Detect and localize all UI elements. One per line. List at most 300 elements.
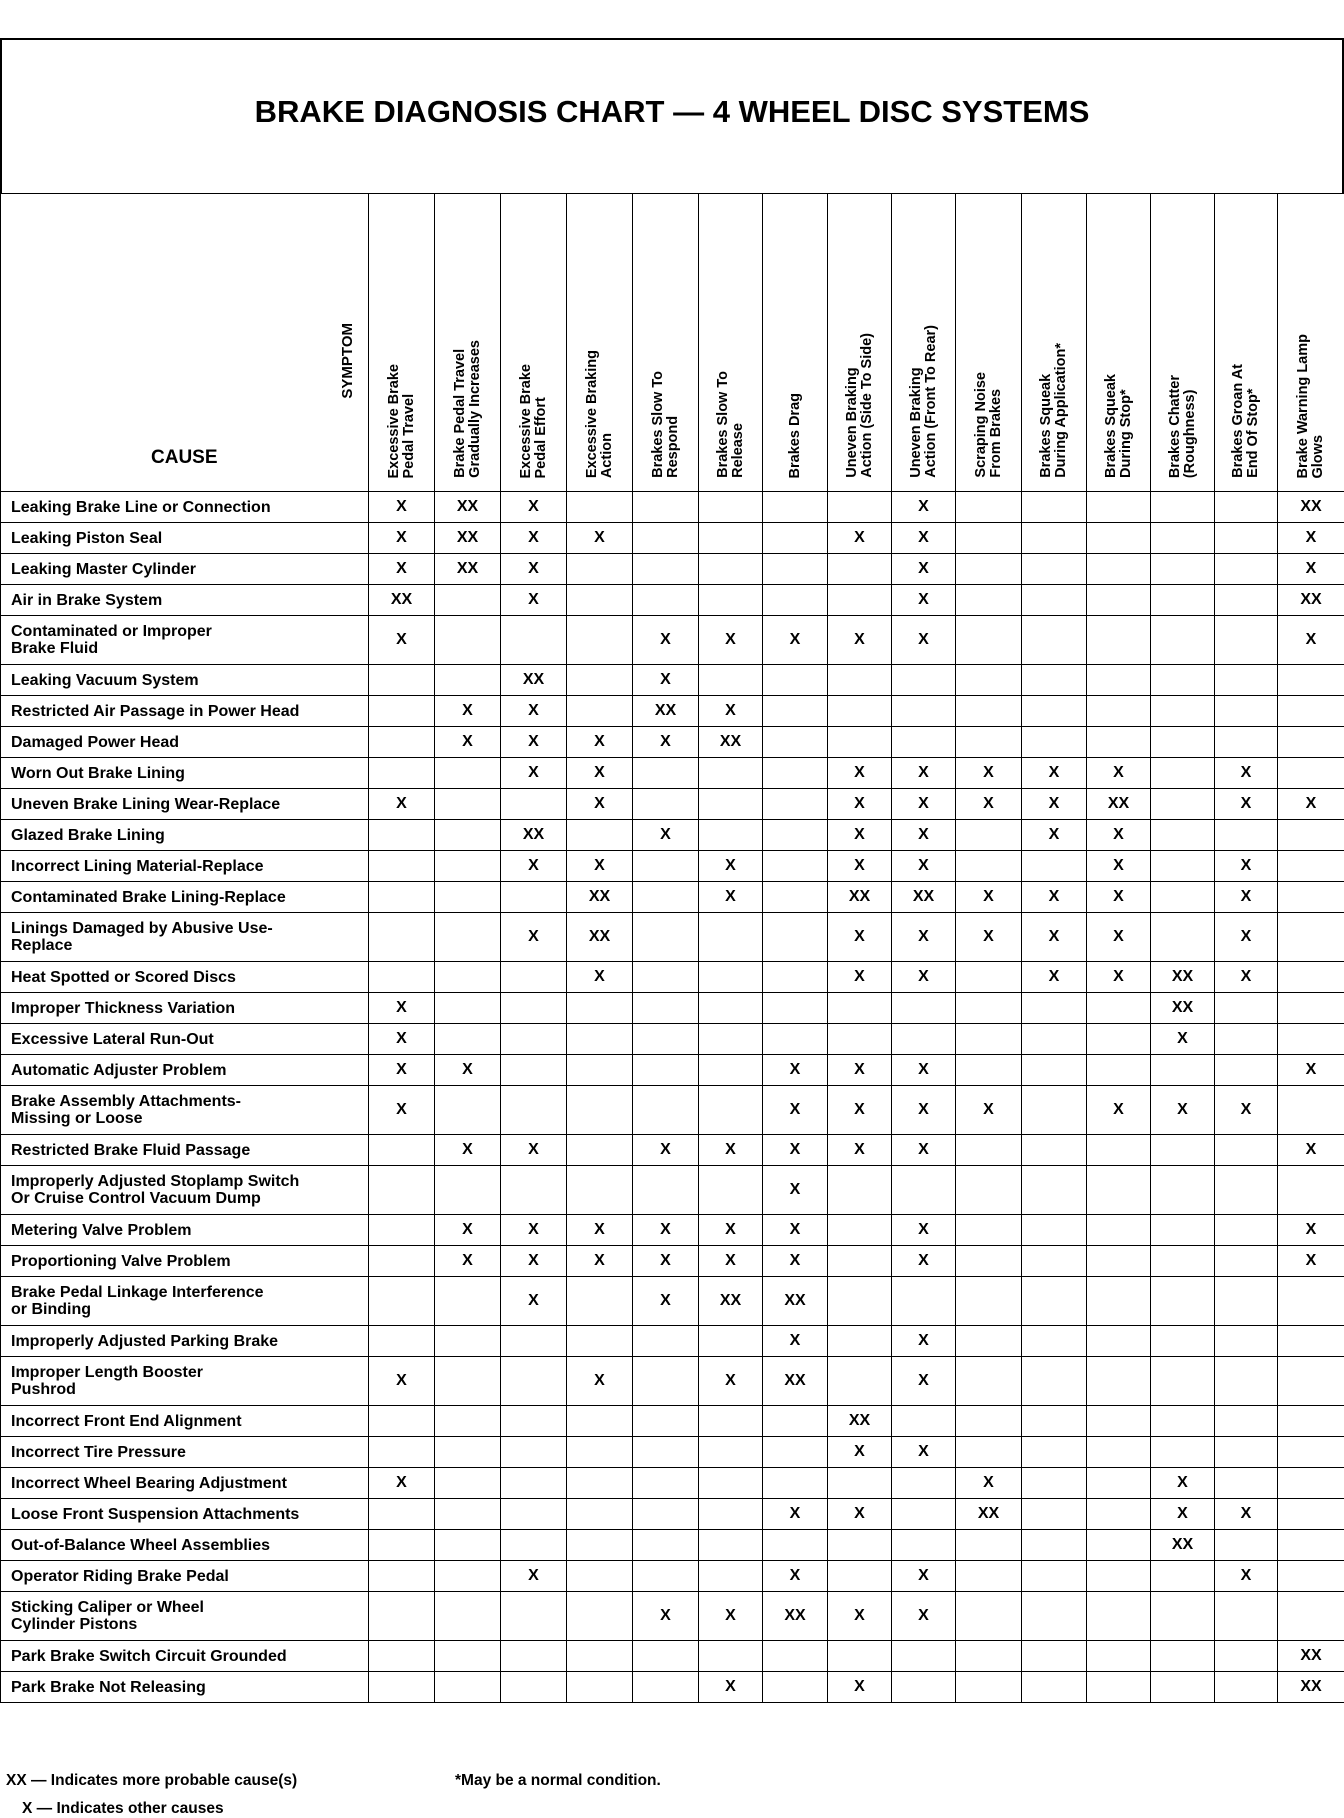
mark-cell: X	[1215, 1499, 1278, 1530]
cause-column-label: CAUSE	[151, 447, 218, 469]
mark-cell	[1215, 1672, 1278, 1703]
mark-cell: X	[1215, 851, 1278, 882]
mark-cell: XX	[699, 727, 763, 758]
mark-cell	[1022, 1468, 1087, 1499]
mark-cell	[763, 1530, 828, 1561]
mark-cell	[1022, 1215, 1087, 1246]
mark-cell	[369, 1499, 435, 1530]
table-row	[1, 1326, 1344, 1357]
table-row	[1, 1166, 1344, 1215]
mark-cell	[1278, 1499, 1344, 1530]
mark-cell	[1087, 727, 1151, 758]
mark-cell: X	[763, 1055, 828, 1086]
mark-cell	[369, 913, 435, 962]
table-row	[1, 1406, 1344, 1437]
mark-cell	[501, 1326, 567, 1357]
mark-cell	[1022, 665, 1087, 696]
mark-cell: X	[1278, 1246, 1344, 1277]
symptom-label: Excessive Braking Action	[585, 350, 615, 478]
mark-cell: X	[828, 1135, 892, 1166]
mark-cell	[1151, 554, 1215, 585]
mark-cell	[435, 820, 501, 851]
mark-cell	[763, 1641, 828, 1672]
mark-cell	[956, 1166, 1022, 1215]
mark-cell	[956, 1641, 1022, 1672]
mark-cell	[1087, 1166, 1151, 1215]
mark-cell	[435, 1024, 501, 1055]
mark-cell	[1215, 1530, 1278, 1561]
mark-cell: X	[828, 1437, 892, 1468]
mark-cell	[1278, 1024, 1344, 1055]
mark-cell: X	[956, 882, 1022, 913]
mark-cell	[699, 1024, 763, 1055]
mark-cell	[633, 492, 699, 523]
mark-cell: X	[633, 1592, 699, 1641]
mark-cell	[1278, 696, 1344, 727]
mark-cell: X	[892, 1246, 956, 1277]
mark-cell	[435, 1086, 501, 1135]
mark-cell	[633, 585, 699, 616]
mark-cell	[633, 1468, 699, 1499]
mark-cell	[369, 1166, 435, 1215]
table-row	[1, 1024, 1344, 1055]
mark-cell	[699, 962, 763, 993]
mark-cell: X	[892, 1357, 956, 1406]
mark-cell: X	[956, 789, 1022, 820]
mark-cell	[956, 1406, 1022, 1437]
mark-cell	[956, 665, 1022, 696]
mark-cell	[1022, 616, 1087, 665]
mark-cell: X	[369, 554, 435, 585]
mark-cell: X	[892, 851, 956, 882]
mark-cell	[435, 616, 501, 665]
mark-cell	[567, 1592, 633, 1641]
mark-cell	[1087, 1499, 1151, 1530]
mark-cell: X	[892, 820, 956, 851]
mark-cell: XX	[1278, 492, 1344, 523]
mark-cell	[699, 1468, 763, 1499]
mark-cell	[1087, 1215, 1151, 1246]
header-row	[1, 194, 1344, 492]
mark-cell: X	[501, 1246, 567, 1277]
mark-cell: X	[699, 1357, 763, 1406]
mark-cell: X	[1278, 554, 1344, 585]
mark-cell: X	[763, 1246, 828, 1277]
mark-cell: XX	[1087, 789, 1151, 820]
symptom-label: Uneven Braking Action (Front To Rear)	[909, 325, 939, 478]
legend-xx: XX — Indicates more probable cause(s)	[6, 1772, 297, 1790]
mark-cell	[369, 1437, 435, 1468]
mark-cell: X	[1215, 789, 1278, 820]
table-row	[1, 585, 1344, 616]
mark-cell: X	[501, 696, 567, 727]
cause-cell: Proportioning Valve Problem	[1, 1246, 369, 1277]
mark-cell: X	[369, 1055, 435, 1086]
symptom-label: Brakes Drag	[788, 393, 803, 478]
mark-cell	[1215, 554, 1278, 585]
mark-cell	[435, 789, 501, 820]
mark-cell: X	[956, 1468, 1022, 1499]
mark-cell	[435, 1641, 501, 1672]
mark-cell	[1087, 1406, 1151, 1437]
mark-cell	[892, 1530, 956, 1561]
mark-cell	[1022, 851, 1087, 882]
mark-cell: X	[1022, 820, 1087, 851]
mark-cell: X	[763, 1166, 828, 1215]
mark-cell	[1087, 1437, 1151, 1468]
mark-cell: X	[567, 1215, 633, 1246]
mark-cell	[1022, 1357, 1087, 1406]
mark-cell: X	[1022, 758, 1087, 789]
mark-cell	[1151, 523, 1215, 554]
table-row	[1, 1672, 1344, 1703]
mark-cell: X	[892, 1326, 956, 1357]
table-row	[1, 993, 1344, 1024]
mark-cell	[1022, 1437, 1087, 1468]
mark-cell: X	[828, 1055, 892, 1086]
mark-cell: X	[828, 913, 892, 962]
mark-cell	[1278, 1530, 1344, 1561]
mark-cell	[892, 1277, 956, 1326]
diagnosis-table	[0, 193, 1344, 1703]
symptom-header-cell	[828, 194, 892, 492]
table-row	[1, 1055, 1344, 1086]
mark-cell	[892, 727, 956, 758]
mark-cell	[699, 1406, 763, 1437]
symptom-axis-label: SYMPTOM	[339, 323, 356, 399]
mark-cell: X	[633, 1246, 699, 1277]
mark-cell: XX	[1278, 585, 1344, 616]
symptom-header-cell	[1022, 194, 1087, 492]
diagnosis-table-body	[1, 492, 1344, 1703]
mark-cell	[633, 523, 699, 554]
mark-cell	[501, 1641, 567, 1672]
cause-cell: Leaking Master Cylinder	[1, 554, 369, 585]
cause-cell: Contaminated or Improper Brake Fluid	[1, 616, 369, 665]
mark-cell	[633, 882, 699, 913]
table-row	[1, 554, 1344, 585]
mark-cell: X	[892, 1086, 956, 1135]
mark-cell	[763, 1437, 828, 1468]
mark-cell: X	[892, 523, 956, 554]
mark-cell	[956, 993, 1022, 1024]
mark-cell	[369, 962, 435, 993]
mark-cell	[956, 1277, 1022, 1326]
cause-cell: Automatic Adjuster Problem	[1, 1055, 369, 1086]
mark-cell	[567, 492, 633, 523]
mark-cell	[369, 820, 435, 851]
mark-cell	[1151, 1592, 1215, 1641]
mark-cell	[1022, 1166, 1087, 1215]
mark-cell: X	[501, 1561, 567, 1592]
mark-cell	[1087, 492, 1151, 523]
mark-cell	[763, 993, 828, 1024]
mark-cell	[435, 882, 501, 913]
mark-cell	[956, 1592, 1022, 1641]
mark-cell: X	[892, 585, 956, 616]
mark-cell	[763, 913, 828, 962]
symptom-label: Brakes Chatter (Roughness)	[1168, 375, 1198, 478]
symptom-label: Scraping Noise From Brakes	[974, 372, 1004, 478]
table-row	[1, 851, 1344, 882]
mark-cell	[828, 1468, 892, 1499]
mark-cell: X	[699, 1246, 763, 1277]
cause-cell: Leaking Brake Line or Connection	[1, 492, 369, 523]
mark-cell: X	[1215, 882, 1278, 913]
mark-cell	[892, 1499, 956, 1530]
mark-cell	[567, 1530, 633, 1561]
mark-cell	[567, 1561, 633, 1592]
mark-cell: X	[435, 727, 501, 758]
mark-cell	[763, 789, 828, 820]
mark-cell	[1278, 1592, 1344, 1641]
cause-cell: Improperly Adjusted Parking Brake	[1, 1326, 369, 1357]
mark-cell: X	[828, 1086, 892, 1135]
mark-cell: XX	[828, 882, 892, 913]
mark-cell	[633, 1672, 699, 1703]
mark-cell	[828, 1641, 892, 1672]
mark-cell	[633, 1055, 699, 1086]
mark-cell	[1022, 554, 1087, 585]
cause-cell: Out-of-Balance Wheel Assemblies	[1, 1530, 369, 1561]
mark-cell: X	[828, 616, 892, 665]
mark-cell	[956, 616, 1022, 665]
mark-cell	[956, 1055, 1022, 1086]
mark-cell: X	[828, 851, 892, 882]
mark-cell	[828, 554, 892, 585]
mark-cell: X	[763, 1326, 828, 1357]
mark-cell: XX	[956, 1499, 1022, 1530]
mark-cell	[1022, 1024, 1087, 1055]
mark-cell: X	[369, 1468, 435, 1499]
cause-cell: Linings Damaged by Abusive Use- Replace	[1, 913, 369, 962]
mark-cell	[501, 1055, 567, 1086]
mark-cell: XX	[633, 696, 699, 727]
mark-cell	[956, 1530, 1022, 1561]
mark-cell	[763, 492, 828, 523]
mark-cell	[699, 913, 763, 962]
mark-cell	[1087, 696, 1151, 727]
mark-cell: X	[892, 492, 956, 523]
mark-cell	[633, 851, 699, 882]
mark-cell	[699, 585, 763, 616]
mark-cell	[828, 1277, 892, 1326]
mark-cell	[763, 758, 828, 789]
mark-cell: X	[763, 1215, 828, 1246]
mark-cell: X	[763, 1561, 828, 1592]
mark-cell: X	[501, 492, 567, 523]
mark-cell	[435, 1499, 501, 1530]
mark-cell	[435, 1672, 501, 1703]
mark-cell	[1022, 1055, 1087, 1086]
mark-cell	[1215, 727, 1278, 758]
mark-cell	[633, 758, 699, 789]
mark-cell	[1278, 1468, 1344, 1499]
mark-cell: X	[369, 993, 435, 1024]
mark-cell	[369, 1215, 435, 1246]
symptom-label: Brakes Squeak During Application*	[1039, 343, 1069, 478]
symptom-header-cell	[369, 194, 435, 492]
mark-cell	[435, 851, 501, 882]
cause-cell: Excessive Lateral Run-Out	[1, 1024, 369, 1055]
mark-cell: X	[699, 1215, 763, 1246]
mark-cell	[828, 993, 892, 1024]
mark-cell	[633, 962, 699, 993]
cause-cell: Worn Out Brake Lining	[1, 758, 369, 789]
mark-cell	[828, 1024, 892, 1055]
mark-cell: XX	[501, 820, 567, 851]
cause-cell: Leaking Vacuum System	[1, 665, 369, 696]
mark-cell	[1087, 993, 1151, 1024]
mark-cell	[1215, 1406, 1278, 1437]
mark-cell	[1215, 1055, 1278, 1086]
mark-cell	[567, 1166, 633, 1215]
legend-x: X — Indicates other causes	[22, 1800, 224, 1818]
cause-cell: Incorrect Front End Alignment	[1, 1406, 369, 1437]
mark-cell	[956, 727, 1022, 758]
mark-cell: X	[501, 585, 567, 616]
mark-cell	[1022, 1086, 1087, 1135]
mark-cell	[763, 554, 828, 585]
mark-cell	[1278, 1326, 1344, 1357]
cause-cell: Park Brake Not Releasing	[1, 1672, 369, 1703]
mark-cell	[763, 882, 828, 913]
mark-cell	[892, 993, 956, 1024]
mark-cell: XX	[763, 1357, 828, 1406]
mark-cell	[567, 585, 633, 616]
mark-cell	[1151, 585, 1215, 616]
mark-cell	[1087, 1561, 1151, 1592]
mark-cell	[1022, 1246, 1087, 1277]
mark-cell	[435, 1530, 501, 1561]
mark-cell	[501, 616, 567, 665]
mark-cell: X	[1151, 1086, 1215, 1135]
mark-cell	[828, 1326, 892, 1357]
mark-cell	[567, 616, 633, 665]
mark-cell	[567, 1406, 633, 1437]
mark-cell	[763, 727, 828, 758]
mark-cell	[369, 1592, 435, 1641]
mark-cell	[369, 1561, 435, 1592]
mark-cell	[435, 1166, 501, 1215]
mark-cell	[1215, 1592, 1278, 1641]
mark-cell	[1151, 727, 1215, 758]
mark-cell: XX	[1278, 1641, 1344, 1672]
mark-cell: X	[699, 1592, 763, 1641]
mark-cell: X	[633, 1135, 699, 1166]
mark-cell	[1151, 696, 1215, 727]
table-row	[1, 962, 1344, 993]
mark-cell	[1087, 554, 1151, 585]
symptom-header-cell	[1278, 194, 1344, 492]
mark-cell	[828, 1561, 892, 1592]
symptom-header-cell	[435, 194, 501, 492]
mark-cell	[828, 1246, 892, 1277]
mark-cell	[501, 1592, 567, 1641]
mark-cell	[956, 1672, 1022, 1703]
mark-cell: X	[1087, 913, 1151, 962]
symptom-label: Brake Pedal Travel Gradually Increases	[453, 340, 483, 478]
mark-cell: X	[501, 523, 567, 554]
mark-cell: X	[1278, 1135, 1344, 1166]
mark-cell	[1215, 1277, 1278, 1326]
mark-cell	[1215, 1246, 1278, 1277]
mark-cell	[1022, 492, 1087, 523]
mark-cell	[699, 665, 763, 696]
cause-cell: Sticking Caliper or Wheel Cylinder Pistons	[1, 1592, 369, 1641]
mark-cell	[1151, 665, 1215, 696]
mark-cell: X	[892, 554, 956, 585]
mark-cell	[435, 758, 501, 789]
mark-cell	[1087, 1592, 1151, 1641]
mark-cell	[567, 1135, 633, 1166]
mark-cell	[369, 1277, 435, 1326]
mark-cell	[567, 554, 633, 585]
mark-cell: X	[828, 962, 892, 993]
mark-cell: X	[501, 851, 567, 882]
mark-cell	[1278, 1277, 1344, 1326]
mark-cell	[1215, 616, 1278, 665]
mark-cell	[956, 851, 1022, 882]
symptom-label: Brakes Squeak During Stop*	[1104, 374, 1134, 478]
mark-cell: XX	[567, 913, 633, 962]
mark-cell	[501, 882, 567, 913]
mark-cell	[1022, 523, 1087, 554]
mark-cell	[763, 851, 828, 882]
symptom-header-cell	[1151, 194, 1215, 492]
mark-cell	[435, 1277, 501, 1326]
cause-cell: Improperly Adjusted Stoplamp Switch Or Cruise Control Vacuum Dump	[1, 1166, 369, 1215]
symptom-header-cell	[1087, 194, 1151, 492]
table-row	[1, 789, 1344, 820]
mark-cell: XX	[369, 585, 435, 616]
mark-cell	[1215, 1024, 1278, 1055]
table-row	[1, 1592, 1344, 1641]
mark-cell: X	[369, 523, 435, 554]
symptom-header-cell	[501, 194, 567, 492]
mark-cell	[1215, 1326, 1278, 1357]
mark-cell	[699, 1561, 763, 1592]
mark-cell	[435, 1357, 501, 1406]
mark-cell	[1151, 1055, 1215, 1086]
mark-cell	[828, 1357, 892, 1406]
chart-title: BRAKE DIAGNOSIS CHART — 4 WHEEL DISC SYSTEMS	[255, 94, 1090, 130]
mark-cell	[1278, 1357, 1344, 1406]
mark-cell	[633, 1406, 699, 1437]
mark-cell: XX	[763, 1592, 828, 1641]
mark-cell: XX	[699, 1277, 763, 1326]
mark-cell	[633, 1024, 699, 1055]
mark-cell	[699, 1530, 763, 1561]
mark-cell	[828, 1215, 892, 1246]
mark-cell	[1022, 1530, 1087, 1561]
symptom-label: Excessive Brake Pedal Effort	[519, 364, 549, 479]
mark-cell: X	[1278, 523, 1344, 554]
mark-cell	[1087, 523, 1151, 554]
mark-cell: X	[501, 1277, 567, 1326]
mark-cell: XX	[1151, 962, 1215, 993]
mark-cell	[369, 1135, 435, 1166]
mark-cell: X	[1151, 1024, 1215, 1055]
mark-cell	[1215, 1468, 1278, 1499]
cause-cell: Uneven Brake Lining Wear-Replace	[1, 789, 369, 820]
symptom-label: Excessive Brake Pedal Travel	[387, 364, 417, 479]
mark-cell	[501, 962, 567, 993]
mark-cell	[1151, 882, 1215, 913]
mark-cell	[1151, 1357, 1215, 1406]
mark-cell	[1151, 913, 1215, 962]
mark-cell	[763, 1672, 828, 1703]
